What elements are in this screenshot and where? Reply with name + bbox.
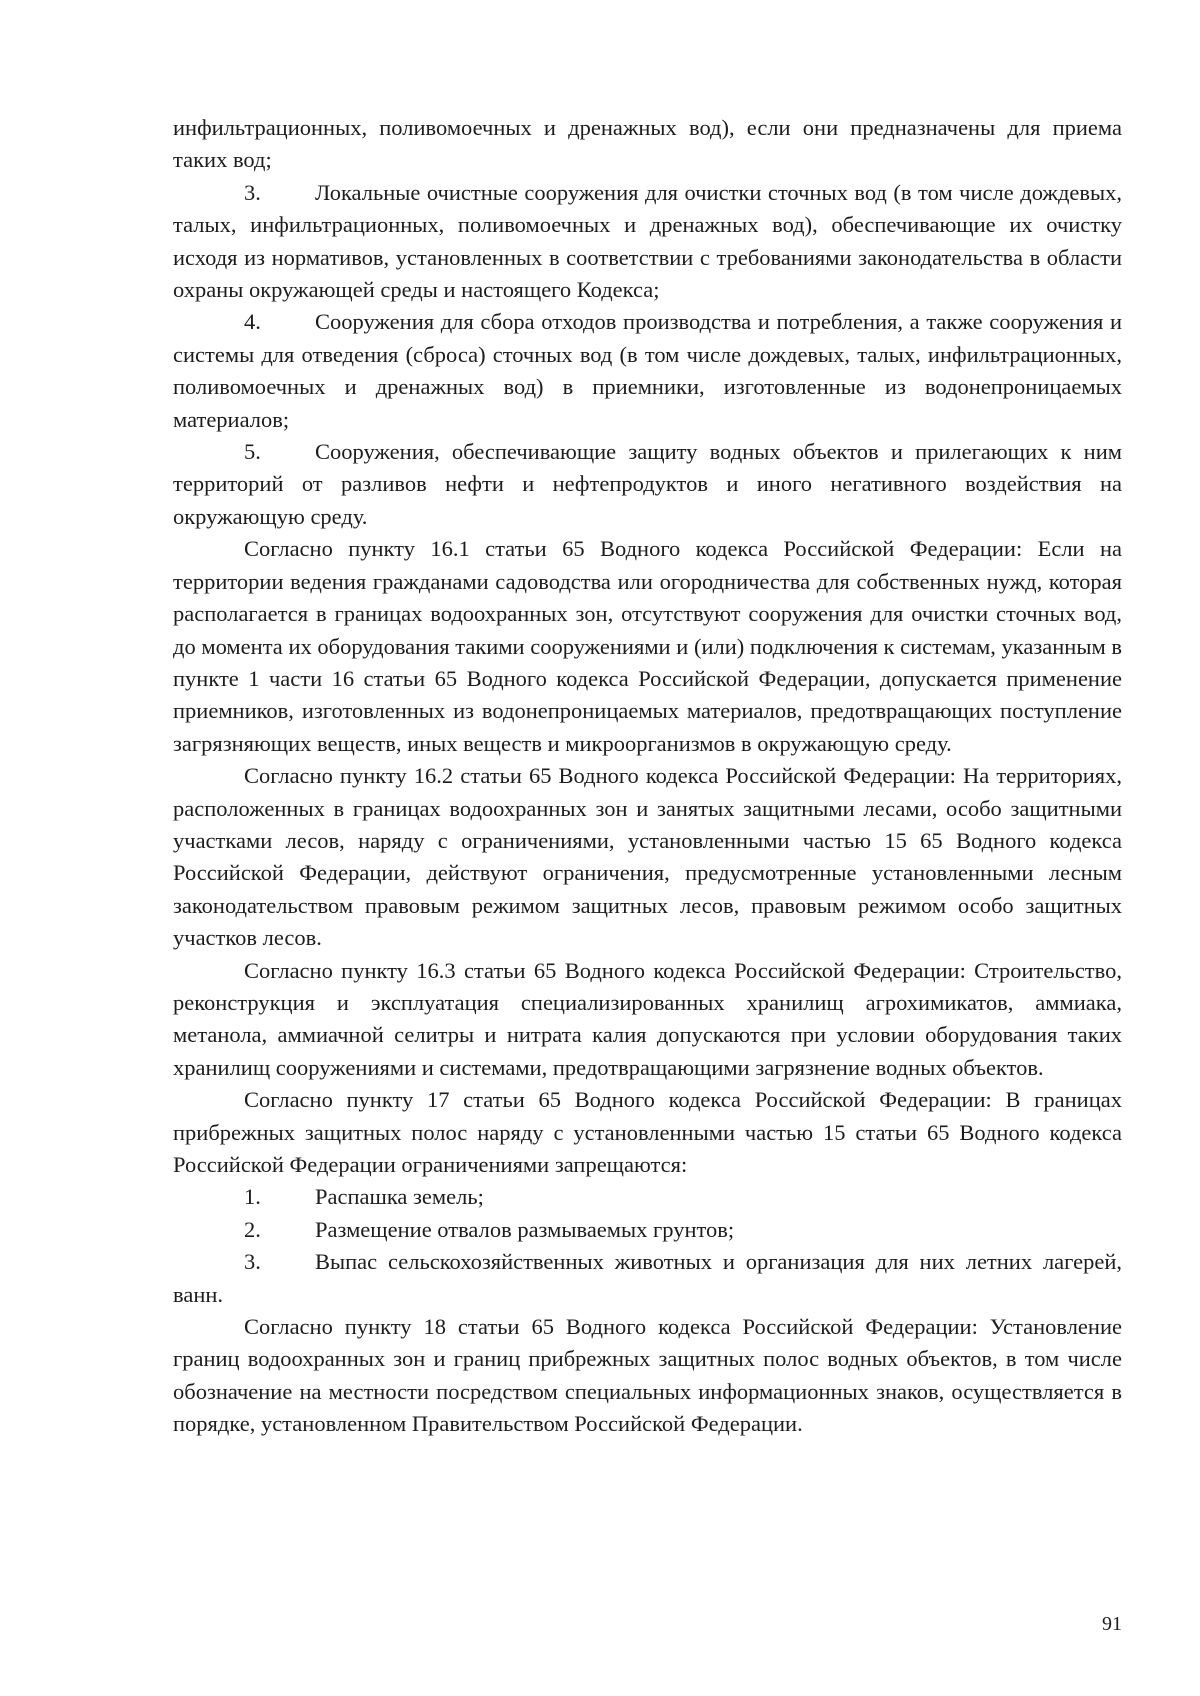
document-body — [173, 112, 1122, 1441]
list-item-number: 3. — [244, 179, 261, 205]
list-item — [173, 436, 1122, 533]
paragraph-17: Согласно пункту 17 статьи 65 Водного кодекса Российской Федерации: В границах прибрежных защитных полос наряду с установленными частью 15 статьи 65 Водного кодекса Российской Федерации ограничениями запрещаются: — [173, 1087, 1122, 1177]
list-item-number: 3. — [244, 1249, 261, 1275]
list-item-number: 1. — [244, 1184, 261, 1210]
list-item-text: Размещение отвалов размываемых грунтов; — [315, 1216, 735, 1242]
list-item — [173, 306, 1122, 436]
list-item — [173, 1214, 1122, 1246]
continuation-paragraph: инфильтрационных, поливомоечных и дренажных вод), если они предназначены для приема таких вод; — [173, 115, 1122, 173]
list-item — [173, 1246, 1122, 1311]
paragraph-16-2: Согласно пункту 16.2 статьи 65 Водного кодекса Российской Федерации: На территориях, расположенных в границах водоохранных зон и занятых защитными лесами, особо защитными участками лесов, наряду с ограничениями, установленными частью 15 65 Водного кодекса Российской Федерации, действуют ограничения, предусмотренные установленными лесным законодательством правовым режимом защитных лесов, правовым режимом особо защитных участков лесов. — [173, 763, 1122, 951]
list-item — [173, 177, 1122, 307]
page-number: 91 — [1102, 1613, 1122, 1635]
list-item-text: Локальные очистные сооружения для очистки сточных вод (в том числе дождевых, талых, инфильтрационных, поливомоечных и дренажных вод), обеспечивающие их очистку исходя из нормативов, установленных в соответствии с требованиями законодательства в области охраны окружающей среды и настоящего Кодекса; — [173, 179, 1122, 303]
list-item-text: Выпас сельскохозяйственных животных и организация для них летних лагерей, ванн. — [173, 1249, 1122, 1307]
list-item — [173, 1181, 1122, 1213]
paragraph-18: Согласно пункту 18 статьи 65 Водного кодекса Российской Федерации: Установление границ водоохранных зон и границ прибрежных защитных полос водных объектов, в том числе обозначение на местности посредством специальных информационных знаков, осуществляется в порядке, установленном Правительством Российской Федерации. — [173, 1314, 1122, 1437]
list-item-number: 2. — [244, 1216, 261, 1242]
paragraph-16-3: Согласно пункту 16.3 статьи 65 Водного кодекса Российской Федерации: Строительство, реконструкция и эксплуатация специализированных хранилищ агрохимикатов, аммиака, метанола, аммиачной селитры и нитрата калия допускаются при условии оборудования таких хранилищ сооружениями и системами, предотвращающими загрязнение водных объектов. — [173, 957, 1122, 1080]
paragraph-16-1: Согласно пункту 16.1 статьи 65 Водного кодекса Российской Федерации: Если на территории ведения гражданами садоводства или огородничества для собственных нужд, которая располагается в границах водоохранных зон, отсутствуют сооружения для очистки сточных вод, до момента их оборудования такими сооружениями и (или) подключения к системам, указанным в пункте 1 части 16 статьи 65 Водного кодекса Российской Федерации, допускается применение приемников, изготовленных из водонепроницаемых материалов, предотвращающих поступление загрязняющих веществ, иных веществ и микроорганизмов в окружающую среду. — [173, 536, 1122, 756]
list-item-number: 4. — [244, 309, 261, 335]
list-item-text: Распашка земель; — [315, 1184, 484, 1210]
list-item-text: Сооружения для сбора отходов производства и потребления, а также сооружения и системы для отведения (сброса) сточных вод (в том числе дождевых, талых, инфильтрационных, поливомоечных и дренажных вод) в приемники, изготовленные из водонепроницаемых материалов; — [173, 309, 1122, 432]
list-item-number: 5. — [244, 439, 261, 465]
list-item-text: Сооружения, обеспечивающие защиту водных объектов и прилегающих к ним территорий от разливов нефти и нефтепродуктов и иного негативного воздействия на окружающую среду. — [173, 439, 1122, 529]
